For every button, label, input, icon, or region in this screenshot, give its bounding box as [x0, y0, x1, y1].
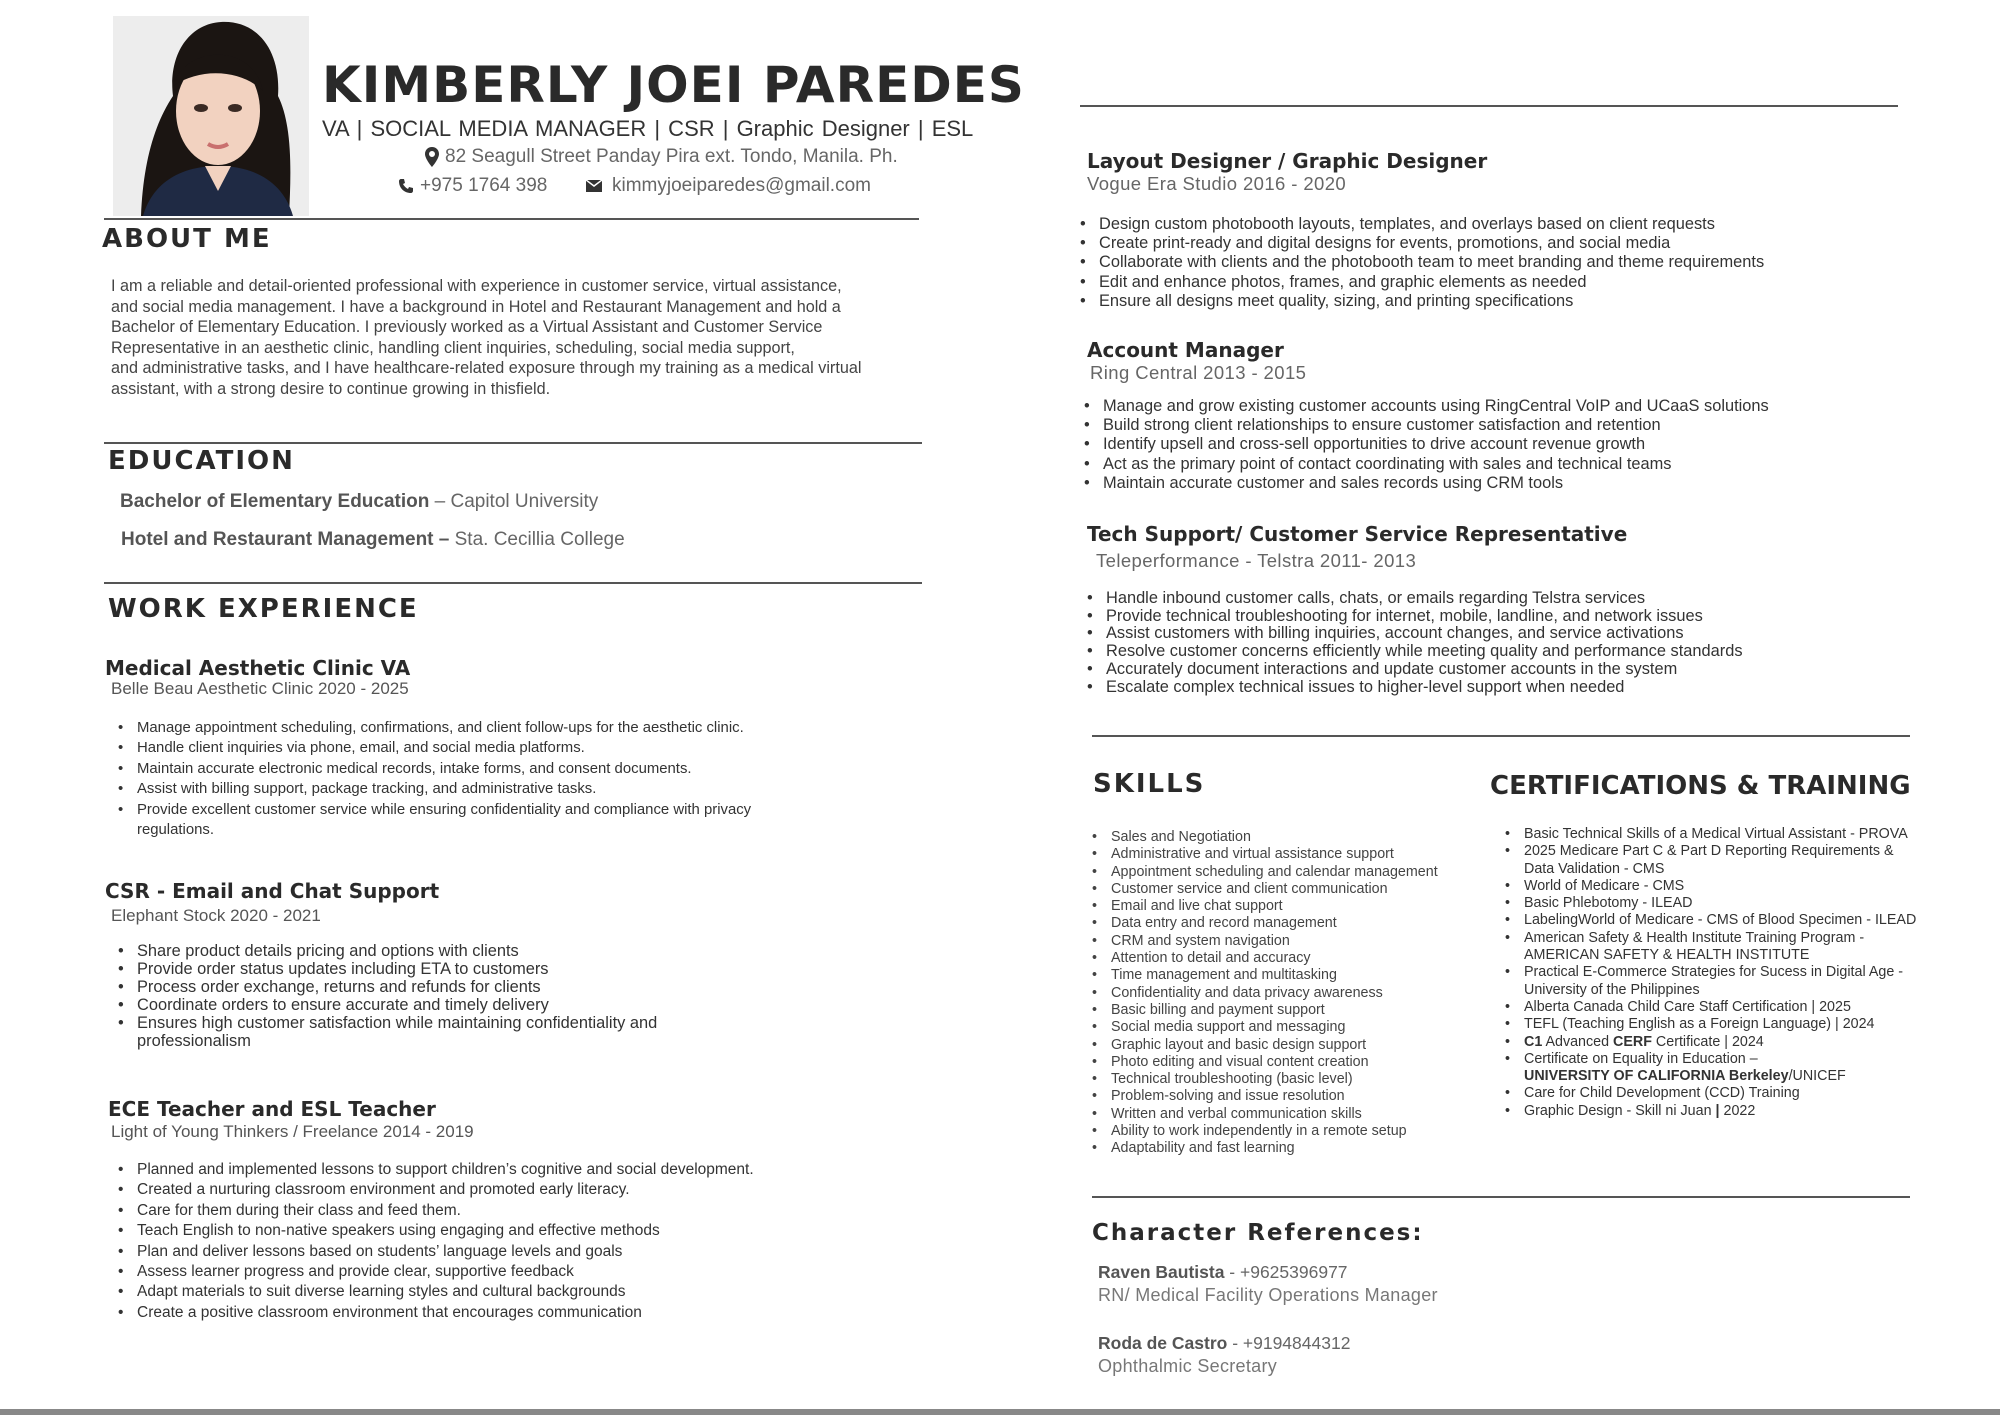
skill-item: • Administrative and virtual assistance support — [1089, 846, 1489, 863]
mail-icon — [586, 180, 602, 192]
skill-item: • CRM and system navigation — [1089, 933, 1489, 950]
cert-name: CERF — [1613, 1033, 1652, 1050]
reference-phone: - +9194844312 — [1227, 1333, 1351, 1353]
job-company: Vogue Era Studio 2016 - 2020 — [1087, 173, 1347, 194]
list-item: • Planned and implemented lessons to support children’s cognitive and social development. — [115, 1160, 755, 1180]
reference-name-line — [1098, 1333, 1350, 1354]
skill-item: • Graphic layout and basic design support — [1089, 1037, 1489, 1054]
degree: Bachelor of Elementary Education — [120, 491, 430, 512]
skill-item: • Written and verbal communication skills — [1089, 1106, 1489, 1123]
education-item — [120, 491, 598, 513]
reference-phone: - +9625396977 — [1224, 1262, 1348, 1282]
list-item: • Handle inbound customer calls, chats, or emails regarding Telstra services — [1084, 590, 1904, 608]
list-item: • Build strong client relationships to ensure customer satisfaction and retention — [1081, 416, 1901, 435]
education-item — [121, 529, 625, 551]
list-item: • Teach English to non-native speakers using engaging and effective methods — [115, 1221, 755, 1241]
reference-name: Raven Bautista — [1098, 1262, 1225, 1282]
divider — [1092, 1196, 1910, 1198]
references-title: Character References: — [1092, 1220, 1424, 1246]
skill-item: • Appointment scheduling and calendar management — [1089, 864, 1489, 881]
cert-item: • Alberta Canada Child Care Staff Certification | 2025 — [1502, 999, 1922, 1016]
about-line: I am a reliable and detail-oriented professional with experience in customer service, virtual assistance, — [111, 277, 842, 295]
list-item: • Ensures high customer satisfaction while maintaining confidentiality and professionalism — [115, 1014, 695, 1050]
about-line: and social media management. I have a background in Hotel and Restaurant Management and hold a — [111, 297, 841, 316]
reference-name-line — [1098, 1262, 1348, 1283]
cert-item: • Basic Technical Skills of a Medical Virtual Assistant - PROVA — [1502, 826, 1922, 843]
skill-item: • Technical troubleshooting (basic level) — [1089, 1071, 1489, 1088]
skill-item: • Social media support and messaging — [1089, 1019, 1489, 1036]
cert-text: /UNICEF — [1788, 1068, 1846, 1085]
job-bullets — [1084, 590, 1904, 696]
school: Sta. Cecillia College — [449, 529, 625, 550]
job-bullets — [115, 718, 815, 840]
cert-item: • Care for Child Development (CCD) Training — [1502, 1085, 1922, 1102]
cert-item — [1502, 1103, 1922, 1120]
list-item: • Manage appointment scheduling, confirmations, and client follow-ups for the aesthetic clinic. — [115, 718, 815, 738]
cert-item: • LabelingWorld of Medicare - CMS of Blood Specimen - ILEAD — [1502, 912, 1922, 929]
list-item: • Act as the primary point of contact coordinating with sales and technical teams — [1081, 455, 1901, 474]
skills-list — [1089, 829, 1489, 1158]
reference-role: Ophthalmic Secretary — [1098, 1356, 1278, 1376]
cert-text: Graphic Design - Skill ni Juan — [1524, 1102, 1716, 1119]
job-company: Light of Young Thinkers / Freelance 2014 - 2019 — [111, 1122, 474, 1141]
list-item: • Accurately document interactions and update customer accounts in the system — [1084, 661, 1904, 679]
skill-item: • Confidentiality and data privacy awareness — [1089, 985, 1489, 1002]
cert-item: • 2025 Medicare Part C & Part D Reporting Requirements & Data Validation - CMS — [1502, 843, 1922, 878]
about-title: ABOUT ME — [102, 224, 272, 254]
list-item: • Edit and enhance photos, frames, and graphic elements as needed — [1077, 273, 1897, 292]
reference-role: RN/ Medical Facility Operations Manager — [1098, 1285, 1438, 1305]
degree: Hotel and Restaurant Management – — [121, 529, 450, 550]
job-bullets — [1077, 215, 1897, 311]
list-item: • Manage and grow existing customer accounts using RingCentral VoIP and UCaaS solutions — [1081, 397, 1901, 416]
about-line: Representative in an aesthetic clinic, handling client inquiries, scheduling, social media support, — [111, 338, 795, 357]
list-item: • Assist with billing support, package tracking, and administrative tasks. — [115, 779, 815, 799]
reference-name: Roda de Castro — [1098, 1333, 1228, 1353]
list-item: • Provide order status updates including ETA to customers — [115, 960, 695, 978]
email-text[interactable]: kimmyjoeiparedes@gmail.com — [612, 175, 871, 196]
list-item: • Escalate complex technical issues to higher-level support when needed — [1084, 679, 1904, 697]
list-item: • Assist customers with billing inquiries, account changes, and service activations — [1084, 625, 1904, 643]
job-title: Tech Support/ Customer Service Representative — [1087, 522, 1628, 546]
certifications-list — [1502, 826, 1922, 1120]
cert-item: • Practical E-Commerce Strategies for Sucess in Digital Age - University of the Philippines — [1502, 964, 1922, 999]
phone-icon — [398, 178, 414, 194]
skill-item: • Sales and Negotiation — [1089, 829, 1489, 846]
cert-item: • TEFL (Teaching English as a Foreign Language) | 2024 — [1502, 1016, 1922, 1033]
work-title: WORK EXPERIENCE — [108, 594, 419, 624]
about-line: assistant, with a strong desire to continue growing in thisfield. — [111, 379, 551, 398]
job-company: Belle Beau Aesthetic Clinic 2020 - 2025 — [111, 679, 409, 698]
list-item: • Share product details pricing and options with clients — [115, 942, 695, 960]
about-line: Bachelor of Elementary Education. I previously worked as a Virtual Assistant and Customer Service — [111, 318, 823, 336]
list-item: • Created a nurturing classroom environment and promoted early literacy. — [115, 1180, 755, 1200]
skill-item: • Basic billing and payment support — [1089, 1002, 1489, 1019]
school: – Capitol University — [429, 491, 599, 512]
job-title: ECE Teacher and ESL Teacher — [108, 1097, 436, 1121]
job-title: Layout Designer / Graphic Designer — [1087, 149, 1488, 173]
address-line — [425, 146, 898, 168]
skill-item: • Data entry and record management — [1089, 915, 1489, 932]
phone-text: +975 1764 398 — [420, 175, 548, 196]
cert-text: Certificate on Equality in Education – — [1524, 1050, 1758, 1067]
roles-line: VA | SOCIAL MEDIA MANAGER | CSR | Graphic Designer | ESL — [322, 116, 974, 141]
cert-item — [1502, 1051, 1922, 1086]
cert-item: • American Safety & Health Institute Training Program - AMERICAN SAFETY & HEALTH INSTITUTE — [1502, 930, 1922, 965]
cert-org: UNIVERSITY OF CALIFORNIA Berkeley — [1524, 1068, 1789, 1085]
list-item: • Provide excellent customer service while ensuring confidentiality and compliance with privacy regulations. — [115, 800, 815, 841]
email-line[interactable] — [586, 175, 871, 197]
list-item: • Maintain accurate customer and sales records using CRM tools — [1081, 474, 1901, 493]
full-name: KIMBERLY JOEI PAREDES — [322, 56, 1025, 114]
divider — [1080, 105, 1898, 107]
cert-text: Certificate | 2024 — [1651, 1033, 1764, 1050]
job-company: Ring Central 2013 - 2015 — [1090, 362, 1307, 383]
job-company: Teleperformance - Telstra 2011- 2013 — [1096, 550, 1417, 571]
list-item: • Collaborate with clients and the photobooth team to meet branding and theme requirements — [1077, 253, 1897, 272]
divider — [1092, 735, 1910, 737]
address-text: 82 Seagull Street Panday Pira ext. Tondo, Manila. Ph. — [445, 146, 898, 167]
list-item: • Ensure all designs meet quality, sizing, and printing specifications — [1077, 292, 1897, 311]
cert-sep: | — [1715, 1102, 1720, 1119]
list-item: • Coordinate orders to ensure accurate and timely delivery — [115, 996, 695, 1014]
skill-item: • Ability to work independently in a remote setup — [1089, 1123, 1489, 1140]
list-item: • Handle client inquiries via phone, email, and social media platforms. — [115, 738, 815, 758]
cert-item: • Basic Phlebotomy - ILEAD — [1502, 895, 1922, 912]
list-item: • Assess learner progress and provide clear, supportive feedback — [115, 1262, 755, 1282]
skill-item: • Problem-solving and issue resolution — [1089, 1088, 1489, 1105]
divider — [104, 218, 919, 220]
list-item: • Care for them during their class and feed them. — [115, 1201, 755, 1221]
skill-item: • Adaptability and fast learning — [1089, 1140, 1489, 1157]
cert-level: C1 — [1524, 1033, 1543, 1050]
profile-photo — [113, 16, 309, 216]
list-item: • Adapt materials to suit diverse learning styles and cultural backgrounds — [115, 1282, 755, 1302]
skill-item: • Email and live chat support — [1089, 898, 1489, 915]
skill-item: • Photo editing and visual content creation — [1089, 1054, 1489, 1071]
job-title: Account Manager — [1087, 338, 1284, 362]
list-item: • Maintain accurate electronic medical records, intake forms, and consent documents. — [115, 759, 815, 779]
skills-title: SKILLS — [1093, 769, 1206, 799]
job-company: Elephant Stock 2020 - 2021 — [111, 906, 321, 925]
list-item: • Process order exchange, returns and refunds for clients — [115, 978, 695, 996]
location-pin-icon — [425, 147, 439, 167]
job-bullets — [1081, 397, 1901, 493]
divider — [104, 582, 922, 584]
list-item: • Provide technical troubleshooting for internet, mobile, landline, and network issues — [1084, 608, 1904, 626]
portrait-image — [113, 16, 309, 216]
list-item: • Design custom photobooth layouts, templates, and overlays based on client requests — [1077, 215, 1897, 234]
certifications-title: CERTIFICATIONS & TRAINING — [1490, 771, 1911, 801]
job-bullets — [115, 1160, 755, 1323]
skill-item: • Time management and multitasking — [1089, 967, 1489, 984]
job-bullets — [115, 942, 695, 1051]
cert-text: 2022 — [1719, 1102, 1756, 1119]
job-title: Medical Aesthetic Clinic VA — [105, 656, 411, 680]
cert-item: • World of Medicare - CMS — [1502, 878, 1922, 895]
cert-text: Advanced — [1542, 1033, 1614, 1050]
skill-item: • Attention to detail and accuracy — [1089, 950, 1489, 967]
skill-item: • Customer service and client communication — [1089, 881, 1489, 898]
list-item: • Create print-ready and digital designs for events, promotions, and social media — [1077, 234, 1897, 253]
list-item: • Plan and deliver lessons based on students’ language levels and goals — [115, 1242, 755, 1262]
bottom-border — [0, 1409, 2000, 1415]
list-item: • Identify upsell and cross-sell opportunities to drive account revenue growth — [1081, 435, 1901, 454]
job-title: CSR - Email and Chat Support — [105, 879, 440, 903]
divider — [104, 442, 922, 444]
list-item: • Create a positive classroom environment that encourages communication — [115, 1303, 755, 1323]
cert-item — [1502, 1034, 1922, 1051]
about-text — [111, 276, 911, 399]
list-item: • Resolve customer concerns efficiently while meeting quality and performance standards — [1084, 643, 1904, 661]
about-line: and administrative tasks, and I have healthcare-related exposure through my training as a medical virtual — [111, 359, 862, 377]
phone-line — [398, 175, 547, 197]
education-title: EDUCATION — [108, 446, 295, 476]
